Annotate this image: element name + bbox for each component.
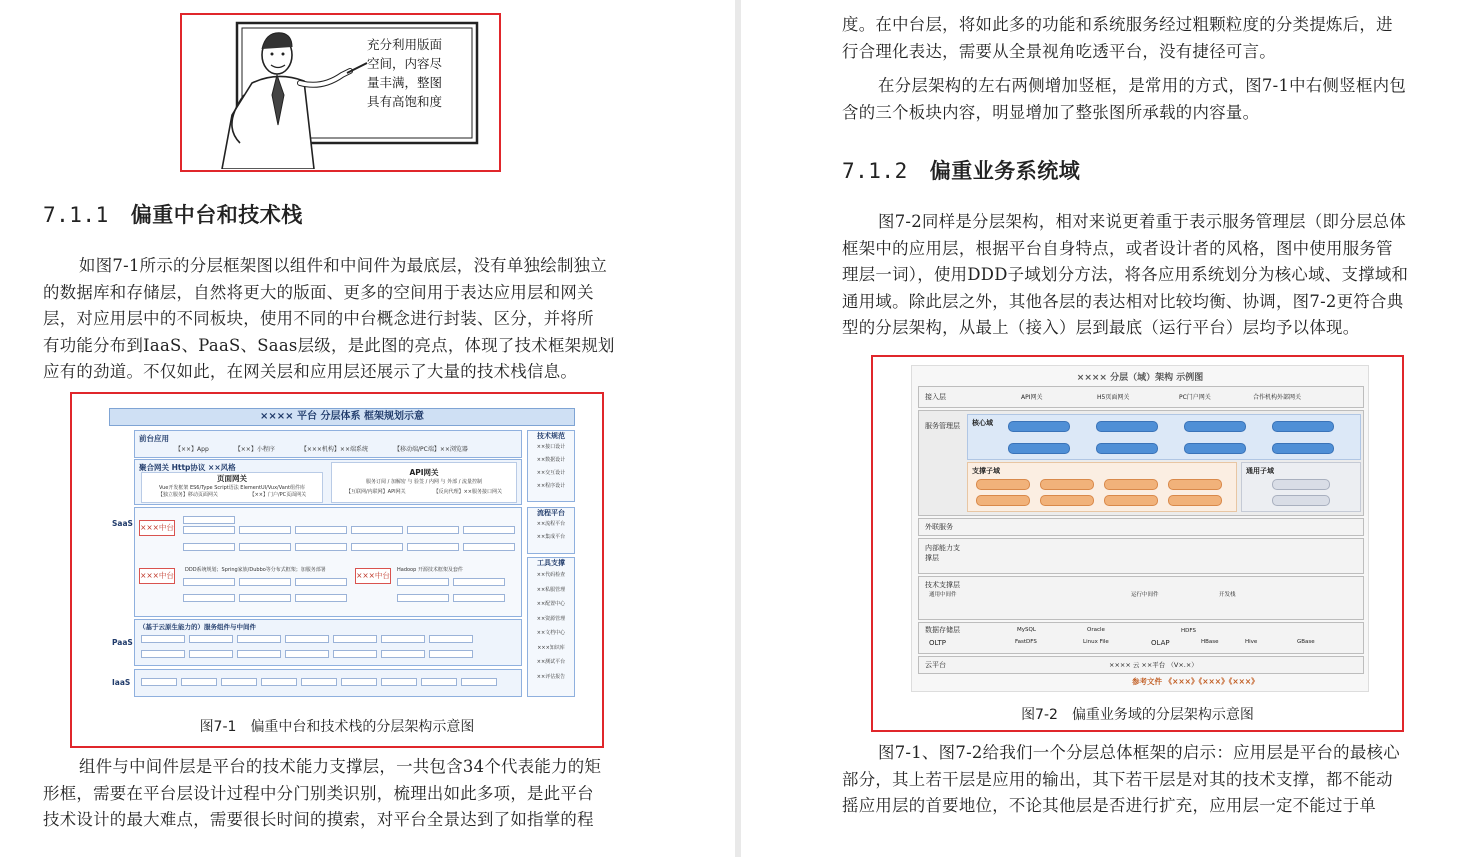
side-item: ××流程平台: [536, 521, 566, 527]
storage-item: Hive: [1245, 639, 1258, 645]
text-line: 摇应用层的首要地位，不论其他层是否进行扩充，应用层一定不能过于单: [842, 796, 1377, 815]
middle-platform-box: ×××中台: [355, 568, 391, 584]
paas-cell: [429, 635, 473, 643]
text-line: 框架中的应用层，根据平台自身特点，或者设计者的风格，图中使用服务管: [842, 238, 1393, 258]
core-pill: [1096, 443, 1158, 454]
iaas-label: IaaS: [112, 678, 131, 687]
iaas-cell: [341, 678, 377, 686]
storage-item: FastDFS: [1015, 639, 1037, 645]
tech-spec-items: [528, 441, 574, 493]
support-pill: [976, 479, 1030, 490]
side-item: ××代码检查: [536, 572, 566, 578]
saas-cell: [295, 543, 347, 551]
text-line: 通用域。除此层之外，其他各层的表达相对比较均衡、协调，图7-2更符合典: [842, 291, 1404, 311]
saas-cell: [453, 594, 505, 602]
hadoop-text: Hadoop 开源技术框架及套件: [397, 567, 463, 573]
frontend-item: 【移动端/PC端】××浏览器: [393, 446, 468, 453]
tech-support-layer: [918, 576, 1364, 620]
side-item: ××交互设计: [536, 470, 566, 476]
side-item: ××程序设计: [536, 483, 566, 489]
general-domain: [1241, 462, 1361, 512]
saas-label: SaaS: [112, 519, 133, 528]
iaas-cell: [421, 678, 457, 686]
access-label: 接入层: [925, 393, 946, 401]
iaas-cell: [381, 678, 417, 686]
saas-cell: [239, 543, 291, 551]
figure-7-1-caption: [72, 716, 602, 736]
storage-item: HBase: [1201, 639, 1219, 645]
paas-cell: [237, 650, 281, 658]
text-line: 含的三个板块内容，明显增加了整张图所承载的内容量。: [842, 102, 1260, 122]
api-gateway-item: 【互联网/内联网】API网关: [346, 489, 406, 495]
section-title: 偏重业务系统域: [929, 158, 1081, 183]
page-gateway-stack: Vue开发框架 ES6/Type Script语法 ElementUI/Vux/Vant组件库: [159, 485, 305, 491]
oltp-label: OLTP: [929, 639, 946, 647]
text-line: 应有的劲道。不仅如此，在网关层和应用层还展示了大量的技术栈信息。: [43, 362, 578, 381]
core-pill: [1008, 443, 1070, 454]
tech-spec-title: 技术规范: [537, 432, 565, 440]
gateway-band: [134, 459, 522, 505]
figure-7-2-title: ×××× 分层（域）架构 示例图: [1076, 373, 1204, 383]
access-item: PC门户网关: [1179, 394, 1211, 401]
section-number: 7.1.2: [842, 159, 908, 183]
iaas-band: [134, 669, 522, 697]
board-line: 空间，内容尽: [367, 56, 443, 71]
saas-cell: [183, 543, 235, 551]
reference-note: 参考文件 《×××》《×××》《×××》: [1132, 677, 1259, 686]
text-line: 部分，其上若干层是应用的输出，其下若干层是对其的技术支撑，都不能动: [842, 769, 1393, 789]
side-item: ××评估报告: [536, 673, 566, 680]
side-item: ×××知识库: [537, 644, 565, 651]
saas-band: [134, 507, 522, 617]
section-number: 7.1.1: [43, 203, 109, 227]
side-item: ××数据设计: [536, 457, 566, 463]
side-item: ××测试平台: [536, 659, 566, 665]
side-item: ××私服管理: [536, 586, 566, 593]
caption-number: 图7-1: [199, 719, 237, 735]
core-pill: [1096, 421, 1158, 432]
page-gateway-label: 页面网关: [217, 474, 247, 483]
frontend-item: 【×××机构】××端系统: [300, 446, 368, 453]
side-item: ××集成平台: [536, 534, 566, 540]
flow-platform-title: 流程平台: [537, 509, 565, 517]
text-line: [43, 754, 643, 781]
core-pill: [1184, 443, 1246, 454]
core-pill: [1008, 421, 1070, 432]
board-line: 量丰满，整图: [367, 75, 443, 90]
core-domain-label: 核心域: [972, 419, 993, 427]
figure-7-2-caption: [873, 704, 1402, 724]
tech-group-label: 通用中间件: [929, 592, 957, 598]
access-item: H5页面网关: [1097, 394, 1130, 401]
text-line: [842, 209, 1442, 236]
paragraph: [43, 754, 643, 834]
api-gateway-box: [331, 462, 517, 503]
caption-number: 图7-2: [1021, 707, 1058, 723]
external-services-layer: [918, 518, 1364, 536]
text-line: 的数据库和存储层，自然将更大的版面、更多的空间用于表达应用层和网关: [43, 282, 594, 302]
tech-group-label: 开发栈: [1219, 592, 1236, 598]
api-gateway-item: 【反向代理】××服务接口网关: [433, 489, 502, 495]
support-pill: [1104, 495, 1158, 506]
paas-cell: [333, 650, 377, 658]
text-line: 层，对应用层中的不同板块，使用不同的中台概念进行封装、区分，并将所: [43, 309, 594, 328]
paas-cell: [381, 650, 425, 658]
support-pill: [1040, 495, 1094, 506]
figure-7-1-title: ×××× 平台 分层体系 框架规划示意: [109, 408, 575, 426]
text-line: 技术设计的最大难点，需要很长时间的摸索，对平台全景达到了如指掌的程: [43, 810, 594, 829]
text-line: 度。在中台层，将如此多的功能和系统服务经过粗颗粒度的分类提炼后，进: [842, 15, 1393, 34]
side-item: ××接口设计: [536, 444, 566, 450]
saas-cell: [397, 594, 449, 602]
service-mgmt-label: 服务管理层: [925, 422, 960, 430]
saas-cell: [463, 543, 515, 551]
saas-cell: [183, 594, 235, 602]
support-pill: [1168, 495, 1222, 506]
storage-item: Oracle: [1087, 627, 1105, 633]
core-pill: [1272, 421, 1334, 432]
iaas-cell: [141, 678, 177, 686]
tech-group-label: 运行中间件: [1131, 592, 1159, 598]
paragraph: [842, 209, 1442, 342]
frontend-label: 前台应用: [139, 434, 169, 443]
saas-cell: [239, 594, 291, 602]
cartoon-figure-frame: [180, 13, 501, 172]
access-item: API网关: [1021, 394, 1043, 401]
paragraph: [842, 740, 1442, 820]
saas-cell: [183, 526, 235, 534]
access-layer: [918, 386, 1364, 408]
side-item: ××配置中心: [536, 601, 566, 607]
flow-platform-items: [528, 518, 574, 544]
text-line-content: 图7-1、图7-2给我们一个分层总体框架的启示：应用层是平台的最核心: [878, 743, 1400, 762]
frontend-items: [175, 444, 468, 453]
paas-cell: [189, 650, 233, 658]
tech-spec-panel: [527, 430, 575, 502]
core-domain: [967, 414, 1361, 460]
cloud-platform-layer: [918, 656, 1364, 674]
storage-item: GBase: [1297, 639, 1315, 645]
api-gateway-label: API网关: [409, 468, 439, 477]
page-gateway-box: [141, 472, 323, 503]
paas-cell: [285, 650, 329, 658]
paas-cell: [429, 650, 473, 658]
data-storage-layer: [918, 622, 1364, 654]
iaas-cell: [221, 678, 257, 686]
paas-band: [134, 619, 522, 666]
saas-cell: [397, 578, 449, 586]
hdfs-label: HDFS: [1181, 628, 1196, 634]
paas-label: PaaS: [112, 638, 133, 647]
saas-cell: [295, 578, 347, 586]
frontend-item: 【××】小程序: [234, 446, 275, 453]
saas-cell: [453, 578, 505, 586]
tool-support-title: 工具支撑: [537, 559, 565, 567]
section-title: 偏重中台和技术栈: [130, 202, 303, 227]
text-line: 行合理化表达，需要从全景视角吃透平台，没有捷径可言。: [842, 41, 1276, 61]
section-heading-711: [43, 199, 303, 229]
support-pill: [1104, 479, 1158, 490]
figure-7-2-canvas: [911, 365, 1369, 692]
saas-cell: [463, 526, 515, 534]
internal-capability-layer: [918, 538, 1364, 574]
paas-cell: [237, 635, 281, 643]
caption-text: 偏重业务域的分层架构示意图: [1071, 707, 1254, 723]
left-page: [0, 0, 735, 857]
saas-cell: [351, 543, 403, 551]
text-line: 型的分层架构，从最上（接入）层到最底（运行平台）层均予以体现。: [842, 318, 1360, 337]
paragraph: [842, 73, 1442, 126]
figure-7-2-frame: [871, 355, 1404, 732]
cloud-services-label: （基于云原生能力的）服务组件与中间件: [139, 623, 256, 631]
text-line-content: 图7-2同样是分层架构，相对来说更着重于表示服务管理层（即分层总体: [878, 212, 1407, 231]
section-heading-712: [842, 155, 1080, 185]
text-line: 形框，需要在平台层设计过程中分门别类识别，梳理出如此多项，是此平台: [43, 783, 594, 803]
middle-platform-box: ×××中台: [139, 568, 175, 584]
paas-cell: [141, 650, 185, 658]
cloud-label: 云平台: [925, 661, 946, 669]
general-pill: [1272, 495, 1330, 506]
ddd-text: DDD系统规划；Spring家族/Dubbo等分布式框架；加服务部署: [185, 567, 326, 573]
frontend-band: [134, 430, 522, 458]
cloud-text: ×××× 云 ××平台 （V×.×）: [1109, 661, 1198, 669]
support-domain: [967, 462, 1237, 512]
saas-cell: [351, 526, 403, 534]
figure-7-1-frame: [70, 392, 604, 748]
core-pill: [1272, 443, 1334, 454]
support-pill: [1040, 479, 1094, 490]
access-item: 合作机构外部网关: [1253, 394, 1302, 401]
paas-cell: [285, 635, 329, 643]
saas-cell: [295, 594, 347, 602]
teacher-cartoon-illustration: [182, 15, 498, 169]
paragraph: [842, 12, 1442, 65]
paas-cell: [333, 635, 377, 643]
text-line: 理层一词），使用DDD子域划分方法，将各应用系统划分为核心域、支撑域和: [842, 265, 1409, 284]
cartoon-board-text: [367, 35, 442, 111]
text-line: 有功能分布到IaaS、PaaS、Saas层级，是此图的亮点，体现了技术框架规划: [43, 335, 615, 355]
api-gateway-stack: 服务订阅 / 加解密 与 验签 / 内网 与 外部 / 流量控制: [366, 479, 482, 485]
saas-cell: [183, 516, 235, 524]
iaas-cell: [181, 678, 217, 686]
storage-item: MySQL: [1017, 627, 1036, 633]
board-line: 充分利用版面: [367, 37, 443, 52]
text-line: [842, 740, 1442, 767]
iaas-cell: [261, 678, 297, 686]
olap-label: OLAP: [1151, 639, 1170, 647]
text-line: [842, 73, 1442, 100]
storage-item: Linux File: [1083, 639, 1109, 645]
tool-support-panel: [527, 557, 575, 697]
text-line-content: 组件与中间件层是平台的技术能力支撑层，一共包含34个代表能力的矩: [79, 757, 602, 776]
general-pill: [1272, 479, 1330, 490]
iaas-cell: [461, 678, 497, 686]
saas-cell: [239, 526, 291, 534]
text-line-content: 在分层架构的左右两侧增加竖框，是常用的方式，图7-1中右侧竖框内包: [878, 76, 1407, 95]
saas-cell: [295, 526, 347, 534]
tech-support-label: 技术支撑层: [925, 581, 960, 589]
paas-cell: [381, 635, 425, 643]
page-gateway-item: 【独立服务】移动页面网关: [157, 492, 218, 498]
internal-label: 内部能力支撑层: [925, 544, 960, 562]
external-label: 外联服务: [925, 523, 953, 531]
saas-cell: [407, 543, 459, 551]
side-item: ××资源管理: [536, 615, 566, 622]
middle-platform-box: ×××中台: [139, 520, 175, 536]
frontend-item: 【××】App: [175, 446, 209, 453]
page-gateway-item: 【××】门户/PC页面网关: [249, 492, 307, 498]
core-pill: [1184, 421, 1246, 432]
paragraph: [43, 253, 643, 386]
service-management-layer: [918, 410, 1364, 516]
right-page: [741, 0, 1474, 857]
text-line-content: 如图7-1所示的分层框架图以组件和中间件为最底层，没有单独绘制独立: [79, 256, 608, 275]
saas-cell: [407, 526, 459, 534]
saas-cell: [239, 578, 291, 586]
api-gateway-items: [332, 488, 516, 495]
support-pill: [976, 495, 1030, 506]
caption-text: 偏重中台和技术栈的分层架构示意图: [250, 719, 475, 735]
support-pill: [1168, 479, 1222, 490]
storage-label: 数据存储层: [925, 626, 960, 634]
page-gateway-items: [142, 491, 322, 498]
tool-support-items: [528, 568, 574, 684]
gateway-label: 聚合网关 Http协议 ××风格: [139, 463, 236, 472]
paas-cell: [189, 635, 233, 643]
general-domain-label: 通用子域: [1246, 467, 1274, 475]
paas-cell: [141, 635, 185, 643]
board-line: 具有高饱和度: [367, 94, 443, 109]
saas-cell: [183, 578, 235, 586]
iaas-cell: [301, 678, 337, 686]
text-line: [43, 253, 643, 280]
flow-platform-panel: [527, 507, 575, 554]
support-domain-label: 支撑子域: [972, 467, 1000, 475]
side-item: ××文档中心: [536, 630, 566, 636]
